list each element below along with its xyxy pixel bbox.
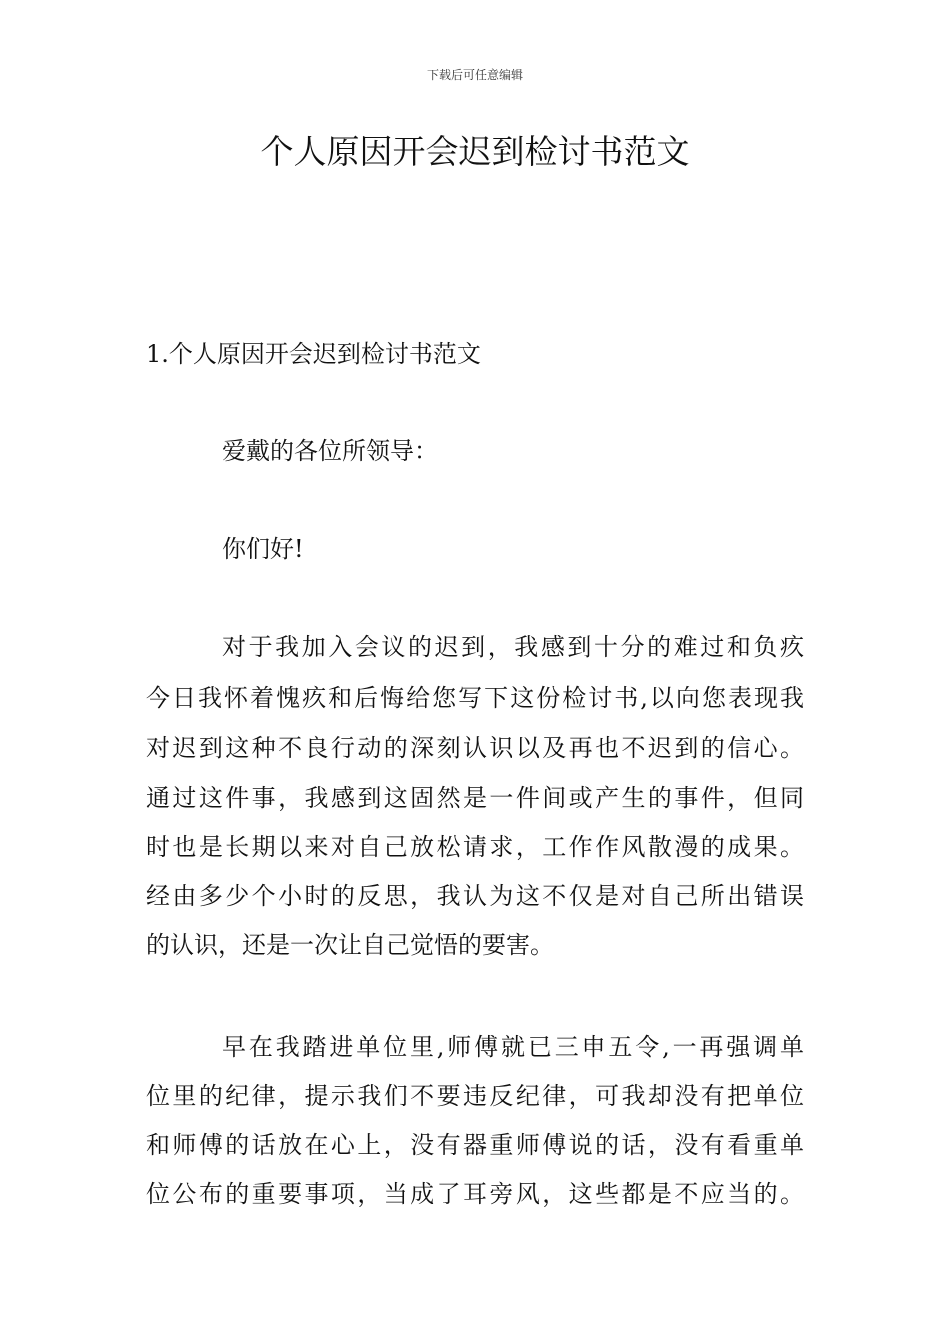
paragraph-line: 经由多少个小时的反思，我认为这不仅是对自己所出错误	[146, 882, 804, 910]
greeting: 你们好!	[222, 535, 304, 563]
paragraph-line: 今日我怀着愧疚和后悔给您写下这份检讨书,以向您表现我	[146, 684, 804, 712]
paragraph-line: 早在我踏进单位里,师傅就已三申五令,一再强调单	[222, 1033, 804, 1061]
paragraph-line: 对迟到这种不良行动的深刻认识以及再也不迟到的信心。	[146, 734, 804, 762]
paragraph-line: 和师傅的话放在心上，没有器重师傅说的话，没有看重单	[146, 1131, 804, 1159]
paragraph-line: 位里的纪律，提示我们不要违反纪律，可我却没有把单位	[146, 1082, 804, 1110]
document-title: 个人原因开会迟到检讨书范文	[260, 132, 690, 171]
paragraph-line: 位公布的重要事项，当成了耳旁风，这些都是不应当的。	[146, 1180, 804, 1208]
paragraph-line: 对于我加入会议的迟到，我感到十分的难过和负疚	[222, 633, 804, 661]
paragraph-line: 的认识，还是一次让自己觉悟的要害。	[146, 931, 554, 959]
paragraph-line: 通过这件事，我感到这固然是一件间或产生的事件，但同	[146, 784, 804, 812]
section-heading: 1.个人原因开会迟到检讨书范文	[146, 340, 481, 368]
header-note: 下载后可任意编辑	[426, 68, 523, 82]
salutation: 爱戴的各位所领导：	[222, 437, 438, 465]
paragraph-line: 时也是长期以来对自己放松请求，工作作风散漫的成果。	[146, 833, 804, 861]
